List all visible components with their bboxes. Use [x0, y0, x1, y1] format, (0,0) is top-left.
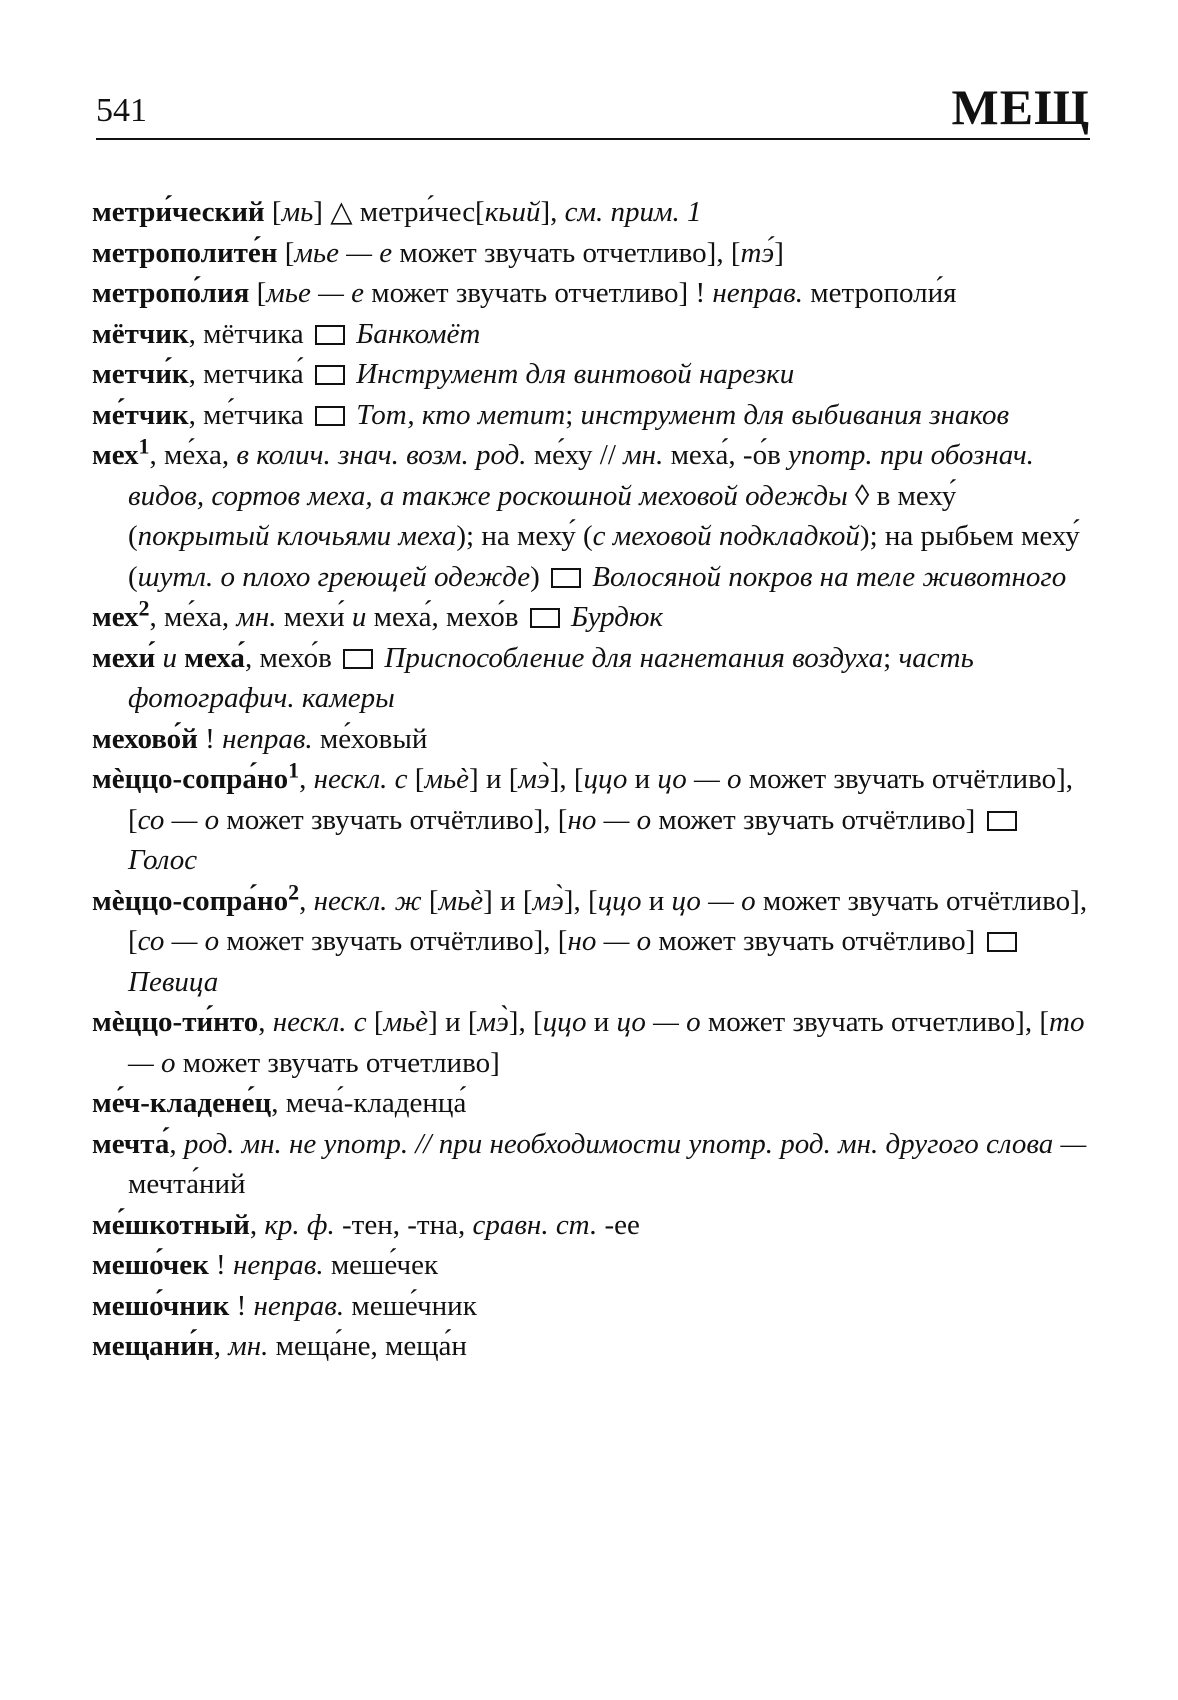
entry-text: ! — [229, 1289, 254, 1322]
headword: мех — [92, 601, 139, 633]
entry-text: , мехо́в — [244, 641, 340, 674]
italic-gloss: цо — о — [671, 884, 756, 917]
homonym-number: 1 — [288, 757, 300, 783]
entry-text: , ме́ха, — [149, 601, 237, 633]
italic-gloss: со — о — [137, 925, 220, 957]
italic-gloss: тэ́ — [740, 236, 775, 269]
headword: мѐццо-ти́нто — [92, 1006, 259, 1038]
entry-text: может звучать отчётливо], [ — [128, 763, 1073, 836]
entry-text: меха́, мехо́в — [366, 601, 526, 633]
entry-text: ; — [565, 398, 581, 431]
entry-text: ] и [ — [483, 884, 533, 917]
page-number: 541 — [96, 92, 147, 129]
entry-text: ); на меху́ ( — [456, 520, 593, 552]
entry-text: , — [169, 1127, 184, 1160]
italic-gloss: Волосяной покров на теле животного — [585, 560, 1067, 593]
entry-text: может звучать отчётливо], [ — [219, 803, 568, 836]
definition-box-icon — [551, 568, 581, 588]
italic-gloss: сравн. ст. — [472, 1208, 598, 1241]
entry-text: ] — [774, 236, 784, 269]
definition-box-icon — [315, 325, 345, 345]
dictionary-entry — [92, 1002, 1092, 1083]
dictionary-entry — [92, 878, 1092, 1003]
entry-text: ], — [540, 196, 565, 228]
headword: мешо́чек — [92, 1249, 209, 1281]
italic-gloss: Бурдюк — [563, 601, 663, 633]
entry-text: ме́ху // — [526, 439, 624, 471]
entry-text: , ме́тчика — [188, 398, 311, 431]
entry-text: ], [ — [549, 763, 584, 795]
italic-gloss: мн. — [623, 439, 664, 471]
entry-text: [ — [407, 763, 425, 795]
italic-gloss: кьий — [484, 196, 541, 228]
headword: мешо́чник — [92, 1289, 230, 1322]
entry-text: меха́, -о́в — [663, 439, 789, 471]
italic-gloss: мьѐ — [438, 884, 484, 917]
italic-gloss: мь — [281, 196, 314, 228]
italic-gloss: Голос — [128, 844, 198, 876]
entry-text — [155, 642, 162, 674]
italic-gloss: ццо — [542, 1006, 587, 1038]
entry-text: мечта́ний — [128, 1168, 246, 1200]
entry-text: меше́чек — [323, 1249, 439, 1281]
headword: метри́ческий — [92, 196, 265, 228]
homonym-number: 2 — [288, 878, 300, 904]
headword: ме́шкотный — [92, 1208, 250, 1241]
dictionary-entry — [92, 597, 1092, 638]
entry-text: может звучать отчетливо] — [175, 1046, 500, 1079]
dictionary-entry — [92, 273, 1092, 314]
headword: метропо́лия — [92, 277, 250, 309]
italic-gloss: шутл. о плохо греющей одежде — [137, 560, 531, 593]
italic-gloss: нескл. с — [313, 763, 408, 795]
entry-text: и — [586, 1006, 617, 1038]
entry-text: , — [299, 884, 314, 917]
italic-gloss: мье — е — [266, 277, 365, 309]
entry-text: меше́чник — [344, 1289, 477, 1322]
italic-gloss: см. прим. 1 — [564, 196, 702, 228]
italic-gloss: употр. при обознач. видов, сортов меха, а также роскошной меховой одежды — [128, 439, 1034, 512]
italic-gloss: но — о — [567, 925, 652, 957]
italic-gloss: мэ̀ — [518, 763, 550, 795]
italic-gloss: мье — е — [294, 236, 393, 269]
entry-text: -тен, -тна, — [334, 1208, 473, 1241]
entry-text: может звучать отчётливо] — [651, 803, 983, 836]
dictionary-entry — [92, 1326, 1092, 1367]
italic-gloss: Приспособление для нагнетания воздуха — [377, 641, 884, 674]
dictionary-entry — [92, 354, 1092, 395]
headword: мехи́ — [92, 641, 156, 674]
entry-text: ], [ — [563, 884, 598, 917]
italic-gloss: неправ. — [253, 1289, 345, 1322]
entry-text: ! — [208, 1249, 233, 1281]
entry-text: и — [641, 884, 672, 917]
entry-text: может звучать отчётливо], [ — [128, 884, 1088, 957]
dictionary-entry — [92, 1083, 1092, 1124]
headword: мётчик — [92, 317, 189, 350]
italic-gloss: но — о — [567, 803, 652, 836]
dictionary-entry — [92, 435, 1092, 597]
entry-text: , — [213, 1330, 229, 1362]
entry-text: ], [ — [508, 1006, 543, 1038]
entry-text: может звучать отчётливо], [ — [219, 925, 568, 957]
italic-gloss: Банкомёт — [348, 317, 481, 350]
definition-box-icon — [987, 932, 1017, 952]
italic-gloss: неправ. — [232, 1249, 324, 1281]
entry-text: может звучать отчётливо] — [651, 925, 983, 957]
italic-gloss: мьѐ — [383, 1006, 429, 1038]
definition-box-icon — [987, 811, 1017, 831]
page-header — [96, 79, 1090, 140]
entry-text: ◊ в меху́ ( — [128, 479, 957, 552]
italic-gloss: мэ̀ — [532, 884, 564, 917]
italic-gloss: ццо — [597, 884, 642, 917]
headword: мещани́н — [92, 1330, 214, 1362]
dictionary-entry — [92, 1286, 1092, 1327]
italic-gloss: цо — о — [657, 763, 742, 795]
italic-gloss: род. мн. не употр. // при необходимости употр. род. мн. другого слова — — [183, 1127, 1087, 1160]
headword: мех — [92, 439, 139, 471]
entry-list — [92, 192, 1092, 1367]
entry-text: [ — [264, 196, 282, 228]
headword: ме́тчик — [92, 398, 189, 431]
entry-text: , метчика́ — [188, 358, 311, 390]
headword: метрополите́н — [92, 236, 278, 269]
headword: меха́ — [184, 641, 245, 674]
italic-gloss: инструмент для выбивания знаков — [580, 398, 1010, 431]
italic-gloss: Инструмент для винтовой нарезки — [348, 358, 795, 390]
dictionary-entry — [92, 719, 1092, 760]
entry-text: мехи́ — [276, 601, 352, 633]
homonym-number: 1 — [138, 433, 150, 459]
entry-text: [ — [249, 277, 267, 309]
entry-text: ) — [530, 560, 548, 593]
entry-text: ] и [ — [469, 763, 519, 795]
italic-gloss: мн. — [228, 1330, 269, 1362]
entry-text: ; — [883, 641, 899, 674]
italic-gloss: и — [351, 601, 367, 633]
dictionary-entry — [92, 638, 1092, 719]
italic-gloss: ццо — [583, 763, 628, 795]
italic-gloss: мьѐ — [424, 763, 470, 795]
italic-gloss: со — о — [137, 803, 220, 836]
definition-box-icon — [530, 608, 560, 628]
italic-gloss: Певица — [128, 965, 219, 998]
italic-gloss: в колич. знач. возм. род. — [236, 439, 527, 471]
entry-text: может звучать отчетливо], [ — [700, 1006, 1049, 1038]
entry-text: , — [249, 1208, 265, 1241]
entry-text: ] и [ — [428, 1006, 478, 1038]
dictionary-entry — [92, 233, 1092, 274]
dictionary-entry — [92, 192, 1092, 233]
definition-box-icon — [315, 365, 345, 385]
entry-text: , — [299, 763, 314, 795]
running-head: МЕЩ — [951, 79, 1090, 135]
homonym-number: 2 — [138, 595, 150, 621]
italic-gloss: то — о — [128, 1006, 1085, 1079]
entry-text: [ — [366, 1006, 384, 1038]
entry-text: ] △ метри́чес[ — [313, 196, 485, 228]
entry-text: ); на рыбьем меху́ ( — [128, 520, 1080, 593]
entry-text: может звучать отчетливо] ! — [364, 277, 713, 309]
entry-text: ! — [197, 722, 223, 755]
italic-gloss: кр. ф. — [264, 1208, 335, 1241]
entry-text: ме́ховый — [312, 722, 428, 755]
headword: мѐццо-сопра́но — [92, 884, 289, 917]
dictionary-entry — [92, 1124, 1092, 1205]
italic-gloss: Тот, кто метит — [348, 398, 566, 431]
entry-text: -ее — [597, 1208, 640, 1241]
dictionary-entry — [92, 759, 1092, 881]
italic-gloss: с меховой подкладкой — [592, 520, 860, 552]
dictionary-entry — [92, 314, 1092, 355]
dictionary-entry — [92, 395, 1092, 436]
dictionary-entry — [92, 1245, 1092, 1286]
italic-gloss: покрытый клочьями меха — [137, 520, 457, 552]
italic-gloss: нескл. ж — [313, 884, 422, 917]
headword: мечта́ — [92, 1127, 170, 1160]
italic-gloss: мэ̀ — [477, 1006, 509, 1038]
dictionary-entry — [92, 1205, 1092, 1246]
italic-gloss: нескл. с — [272, 1006, 367, 1038]
entry-text: меща́не, меща́н — [268, 1330, 467, 1362]
entry-text: [ — [421, 884, 439, 917]
definition-box-icon — [343, 649, 373, 669]
headword: метчи́к — [92, 358, 189, 390]
entry-text: и — [627, 763, 658, 795]
entry-text: , мётчика — [188, 317, 311, 350]
entry-text: может звучать отчетливо], [ — [392, 236, 741, 269]
entry-text: , меча́-кладенца́ — [271, 1087, 467, 1119]
entry-text: , ме́ха, — [149, 439, 237, 471]
definition-box-icon — [315, 406, 345, 426]
italic-gloss: неправ. — [222, 722, 313, 755]
headword: ме́ч-кладене́ц — [92, 1087, 272, 1119]
italic-gloss: мн. — [236, 601, 277, 633]
italic-gloss: часть фотографич. камеры — [128, 641, 974, 714]
italic-gloss: и — [162, 641, 178, 674]
entry-text: , — [258, 1006, 273, 1038]
entry-text: [ — [277, 236, 295, 269]
italic-gloss: неправ. — [712, 277, 803, 309]
headword: мѐццо-сопра́но — [92, 763, 289, 795]
headword: мехово́й — [92, 722, 198, 755]
italic-gloss: цо — о — [616, 1006, 701, 1038]
entry-text: метрополи́я — [802, 277, 957, 309]
